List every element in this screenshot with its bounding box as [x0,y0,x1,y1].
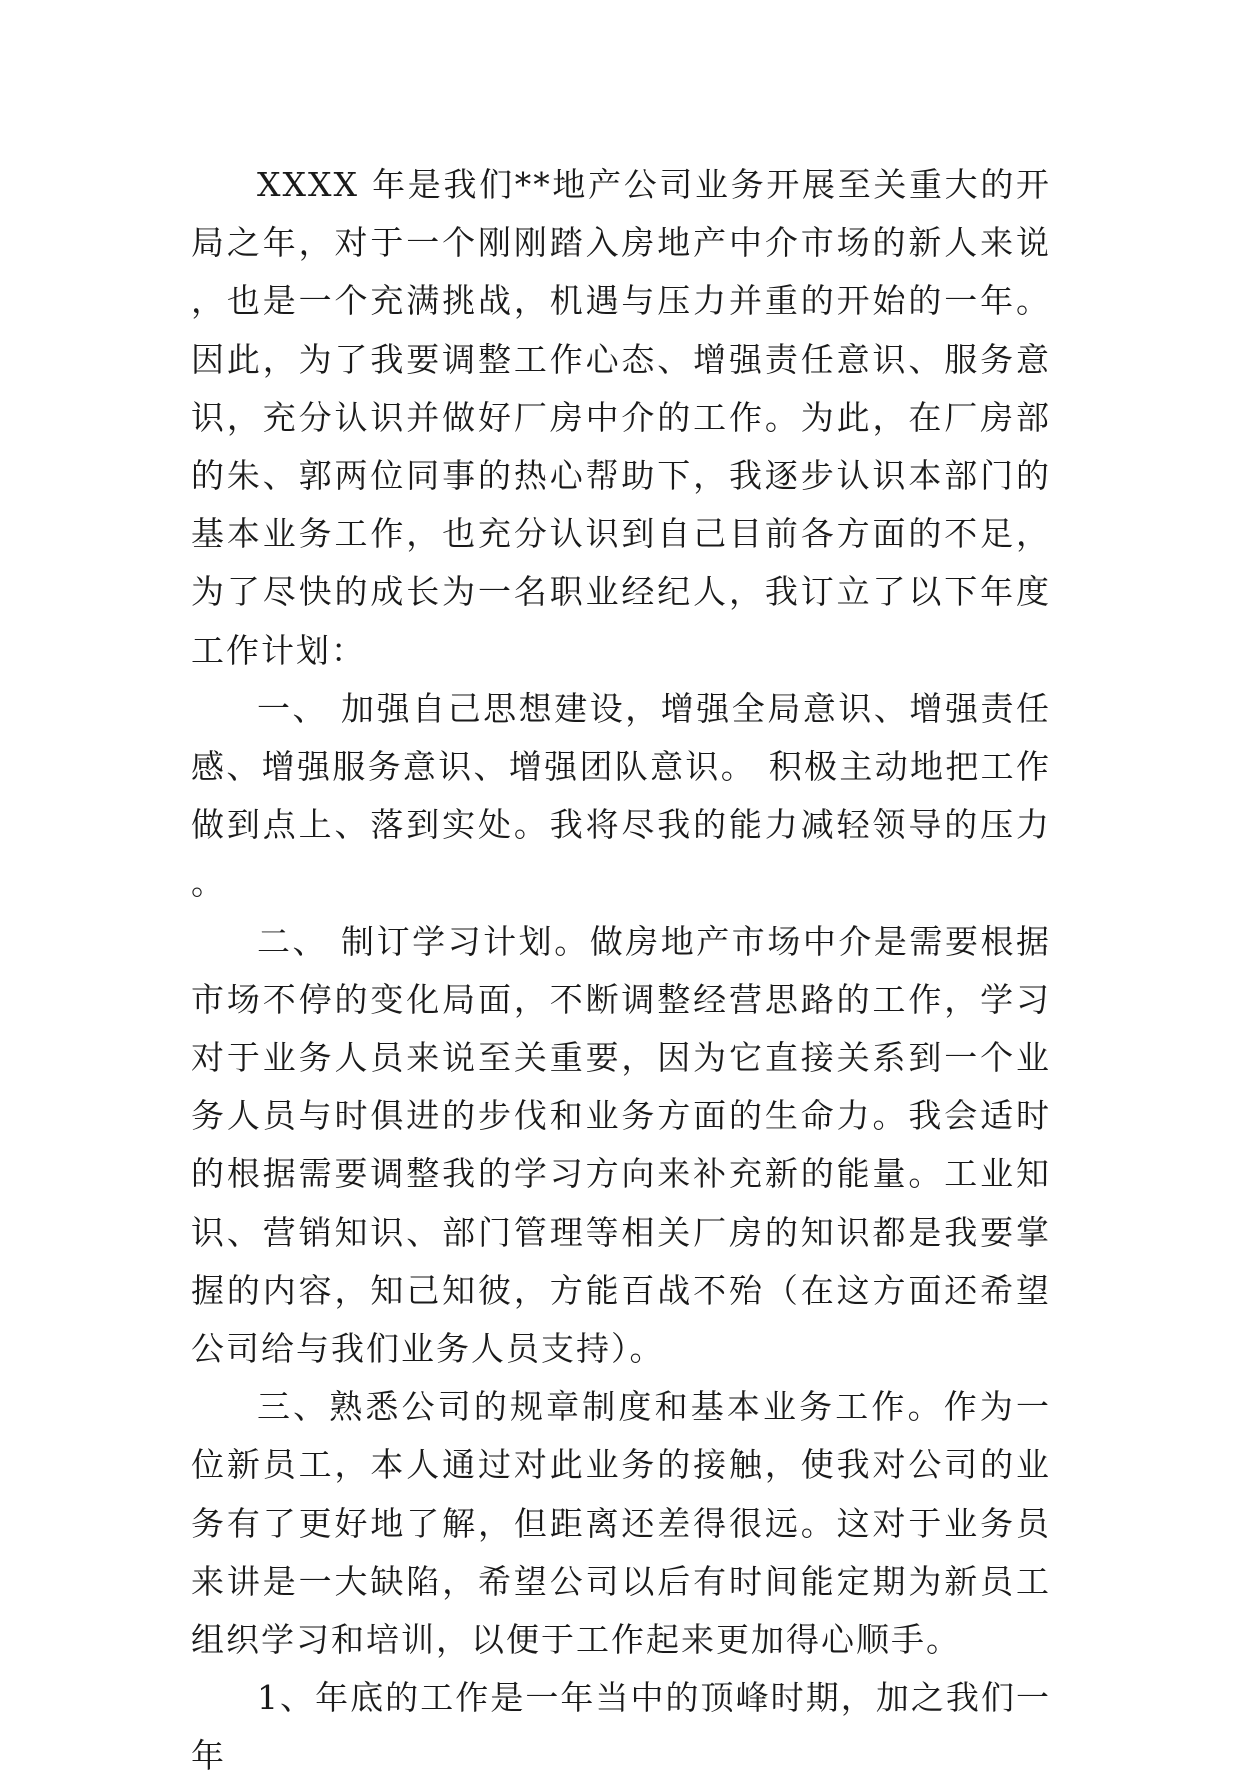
paragraph-item-3: 三、熟悉公司的规章制度和基本业务工作。作为一位新员工，本人通过对此业务的接触，使我对公司的业务有了更好地了解，但距离还差得很远。这对于业务员来讲是一大缺陷，希望公司以后有时间能定期为新员工组织学习和培训，以便于工作起来更加得心顺手。 [191,1387,1051,1660]
document-body [191,156,1051,1786]
paragraph-subitem-1: 1、年底的工作是一年当中的顶峰时期，加之我们一年 [191,1678,1051,1776]
paragraph-item-2: 二、 制订学习计划。做房地产市场中介是需要根据市场不停的变化局面，不断调整经营思路的工作，学习对于业务人员来说至关重要，因为它直接关系到一个业务人员与时俱进的步伐和业务方面的生命力。我会适时的根据需要调整我的学习方向来补充新的能量。工业知识、营销知识、部门管理等相关厂房的知识都是我要掌握的内容，知己知彼，方能百战不殆（在这方面还希望公司给与我们业务人员支持）。 [191,921,1051,1369]
paragraph-intro: XXXX 年是我们**地产公司业务开展至关重大的开局之年，对于一个刚刚踏入房地产中介市场的新人来说，也是一个充满挑战，机遇与压力并重的开始的一年。因此，为了我要调整工作心态、增强责任意识、服务意识，充分认识并做好厂房中介的工作。为此，在厂房部的朱、郭两位同事的热心帮助下，我逐步认识本部门的基本业务工作，也充分认识到自己目前各方面的不足，为了尽快的成长为一名职业经纪人，我订立了以下年度工作计划： [191,165,1051,670]
paragraph-item-1: 一、 加强自己思想建设，增强全局意识、增强责任感、增强服务意识、增强团队意识。 积极主动地把工作做到点上、落到实处。我将尽我的能力减轻领导的压力。 [191,688,1051,903]
